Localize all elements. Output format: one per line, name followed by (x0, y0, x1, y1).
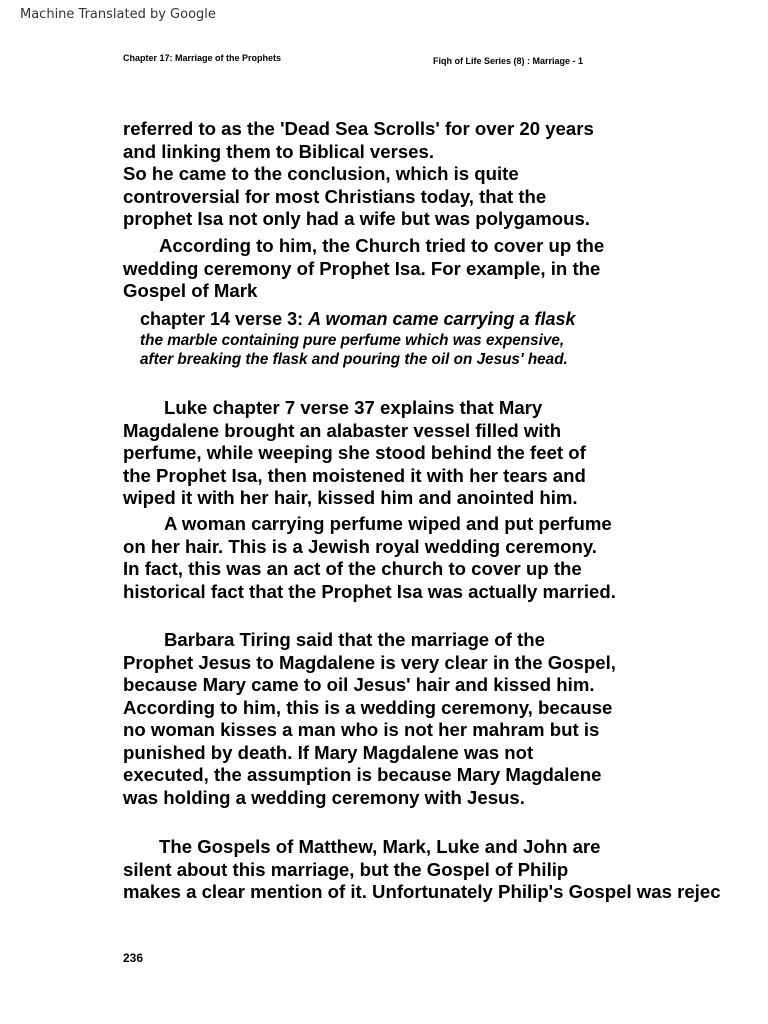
text-line: Barbara Tiring said that the marriage of the (164, 629, 545, 650)
machine-translation-banner: Machine Translated by Google (20, 7, 216, 22)
paragraph-luke-chapter-7 (123, 397, 586, 510)
page-number: 236 (123, 951, 144, 965)
text-line: silent about this marriage, but the Gospel of Philip (123, 858, 569, 880)
text-line: punished by death. If Mary Magdalene was not (123, 741, 534, 763)
text-line: In fact, this was an act of the church to cover up the (123, 558, 582, 579)
text-line: prophet Isa not only had a wife but was polygamous. (123, 208, 590, 229)
text-line: and linking them to Biblical verses. (123, 140, 435, 162)
text-line: historical fact that the Prophet Isa was actually married. (123, 580, 616, 602)
text-line: referred to as the 'Dead Sea Scrolls' for over 20 years (123, 118, 594, 139)
paragraph-perfume-ceremony (123, 513, 616, 603)
quote-reference: chapter 14 verse 3: (140, 309, 309, 329)
text-line: According to him, this is a wedding ceremony, because (123, 696, 613, 718)
text-line: on her hair. This is a Jewish royal wedding ceremony. (123, 535, 597, 557)
text-line: controversial for most Christians today, that the (123, 185, 547, 207)
paragraph-church-cover-up (123, 235, 604, 303)
text-line: wiped it with her hair, kissed him and anointed him. (123, 487, 578, 508)
text-line: Prophet Jesus to Magdalene is very clear in the Gospel, (123, 651, 616, 673)
quote-text: A woman came carrying a flask (308, 309, 576, 329)
text-line: Magdalene brought an alabaster vessel filled with (123, 419, 562, 441)
text-line: So he came to the conclusion, which is quite (123, 163, 519, 184)
paragraph-barbara-tiring (123, 629, 616, 809)
text-line: The Gospels of Matthew, Mark, Luke and John are (159, 836, 601, 857)
text-line: the Prophet Isa, then moistened it with her tears and (123, 464, 586, 486)
quote-line: the marble containing pure perfume which was expensive, (140, 332, 565, 349)
text-line: was holding a wedding ceremony with Jesus. (123, 786, 525, 808)
text-line: perfume, while weeping she stood behind the feet of (123, 442, 586, 463)
text-line: wedding ceremony of Prophet Isa. For example, in the (123, 257, 601, 279)
text-line: executed, the assumption is because Mary Magdalene (123, 764, 602, 785)
text-line: no woman kisses a man who is not her mahram but is (123, 719, 600, 740)
text-line: Gospel of Mark (123, 280, 258, 301)
quote-line (140, 308, 576, 331)
text-line: makes a clear mention of it. Unfortunately Philip's Gospel was rejec (123, 881, 721, 902)
text-line: According to him, the Church tried to cover up the (159, 235, 605, 256)
paragraph-gospels-silent (123, 836, 721, 904)
running-header-chapter: Chapter 17: Marriage of the Prophets (123, 53, 282, 63)
quote-line: after breaking the flask and pouring the oil on Jesus' head. (140, 351, 568, 368)
gospel-quote-block (140, 308, 576, 369)
running-header-series: Fiqh of Life Series (8) : Marriage - 1 (433, 56, 584, 66)
text-line: A woman carrying perfume wiped and put perfume (164, 513, 612, 534)
text-line: because Mary came to oil Jesus' hair and kissed him. (123, 674, 595, 695)
paragraph-dead-sea-scrolls (123, 118, 594, 231)
text-line: Luke chapter 7 verse 37 explains that Mary (164, 397, 543, 418)
